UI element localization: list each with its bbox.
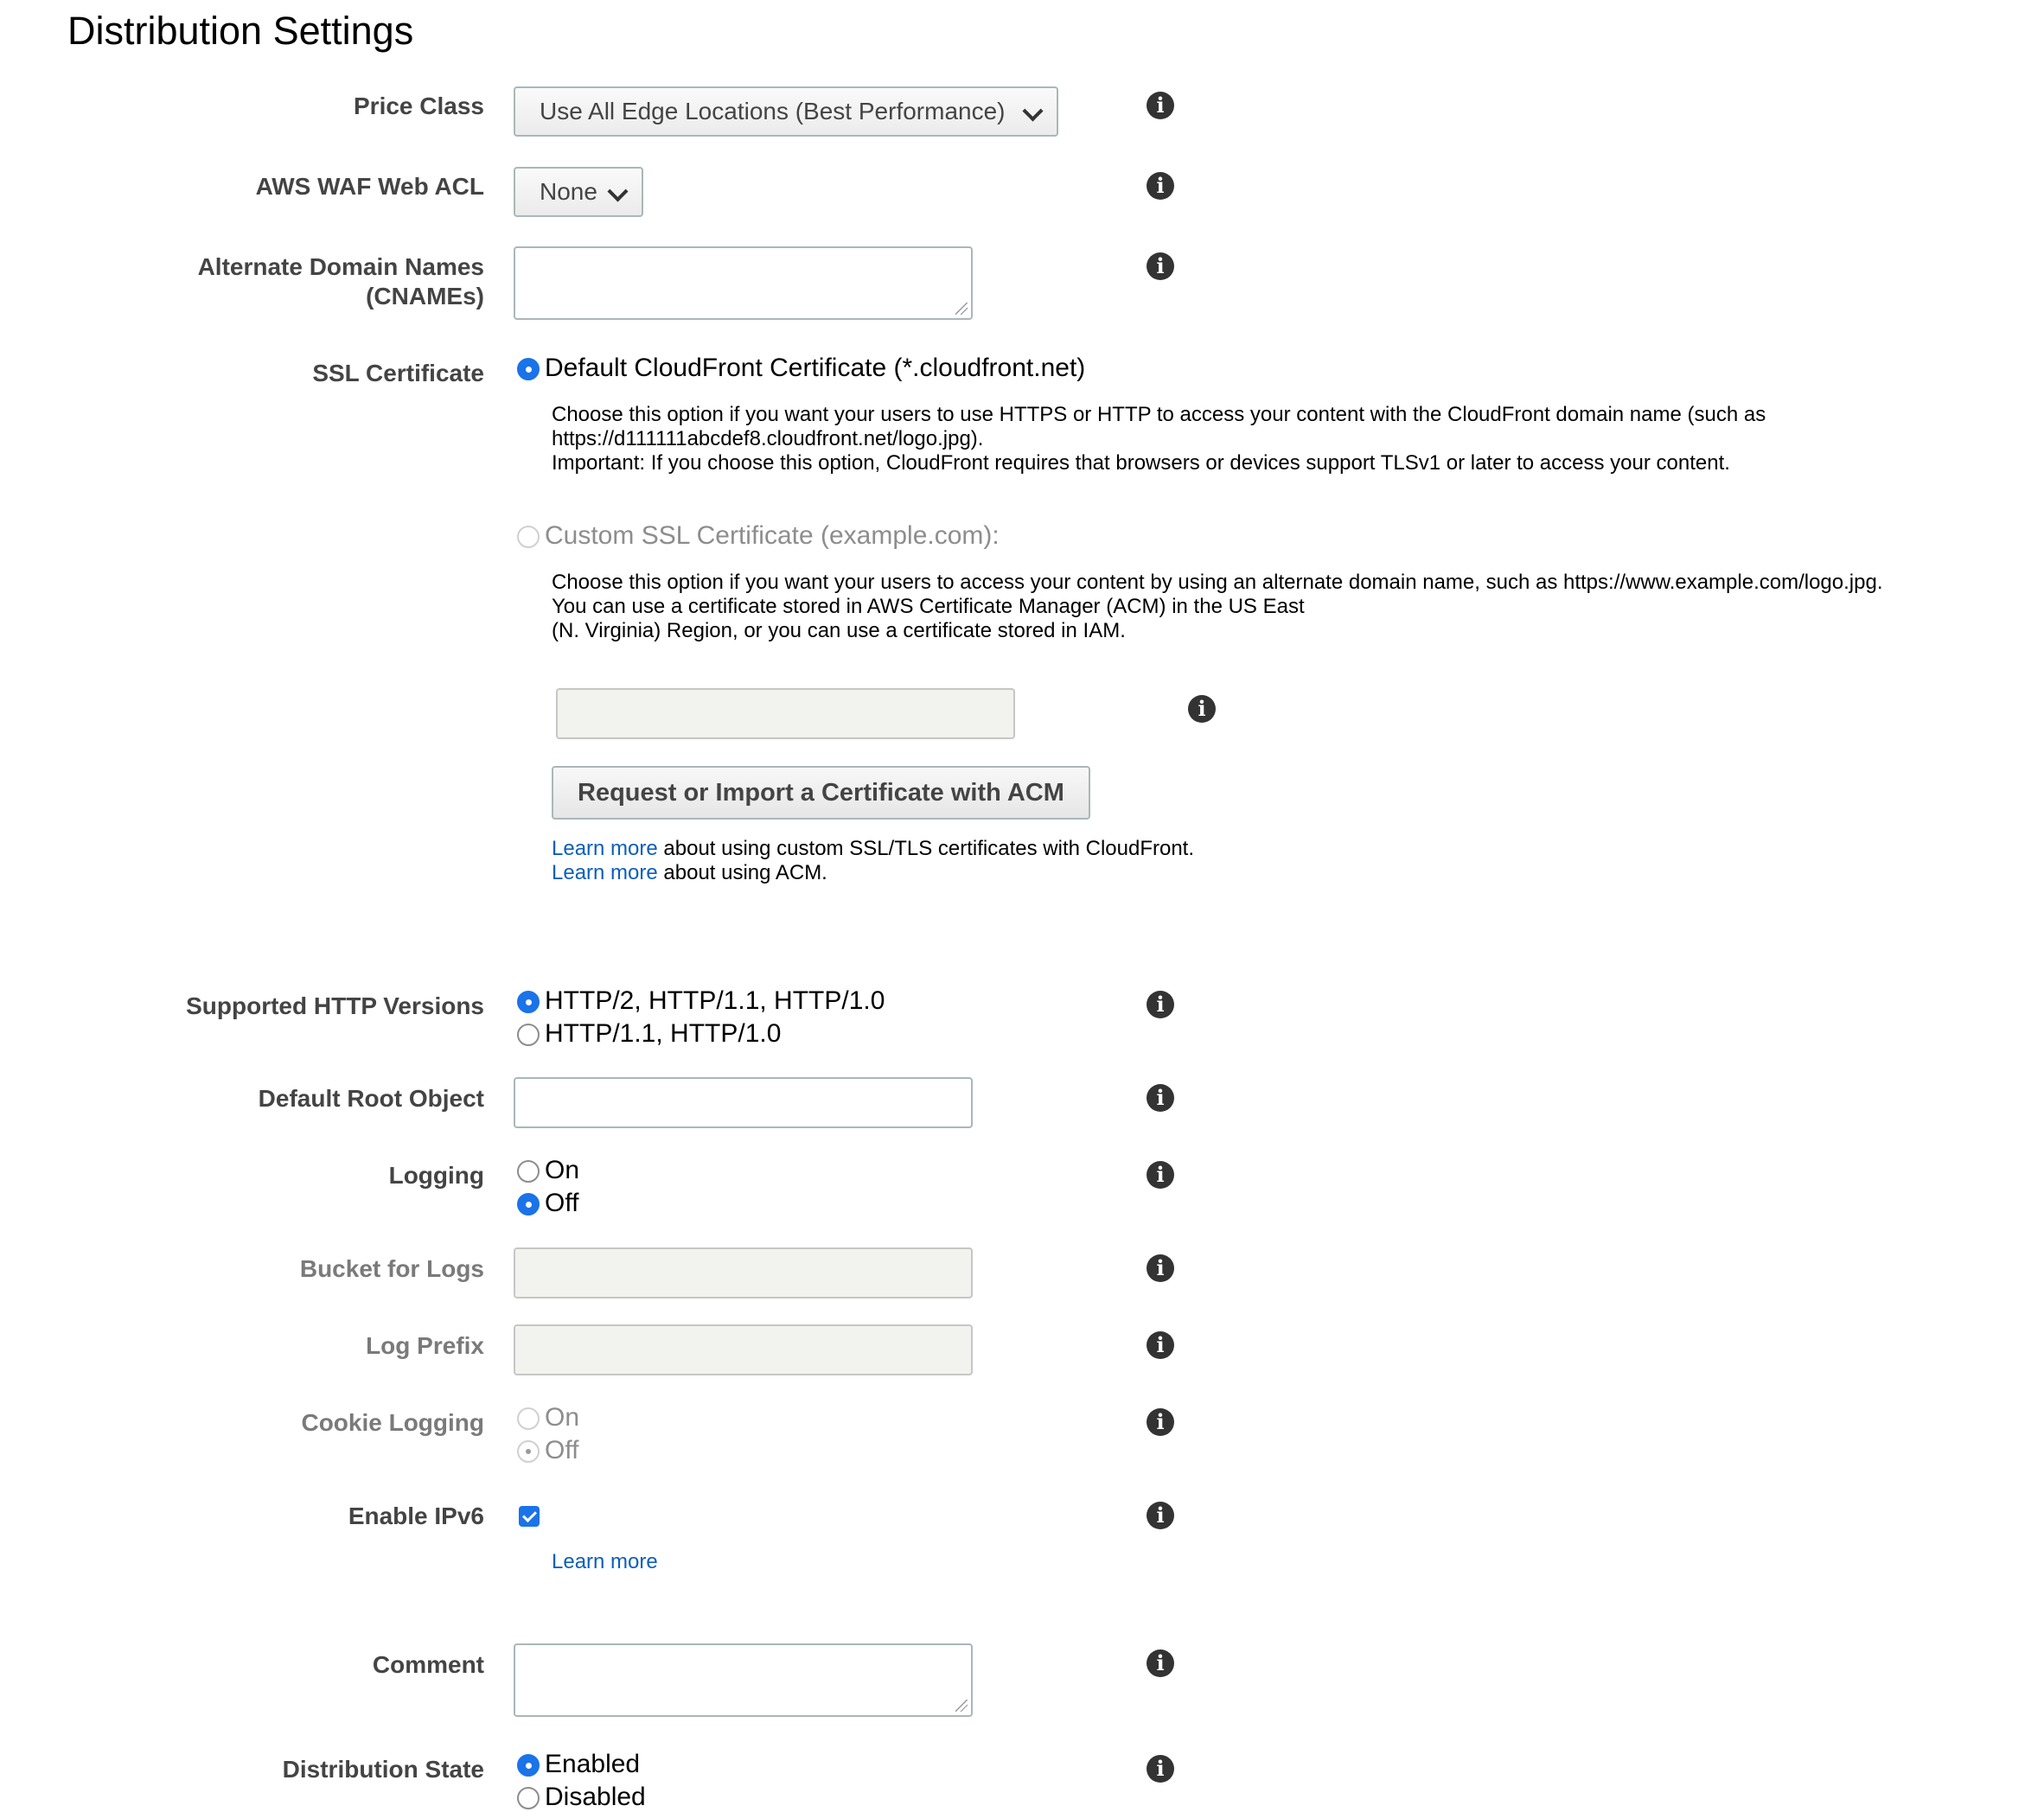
state-enabled-option[interactable]: Enabled — [545, 1750, 641, 1778]
cnames-label-line2: (CNAMEs) — [366, 283, 484, 309]
ssl-default-desc: Important: If you choose this option, CloudFront requires that browsers or devices support TLSv1 or later to access your content. — [552, 451, 1730, 475]
ssl-label: SSL Certificate — [312, 360, 484, 386]
ipv6-checkbox[interactable] — [519, 1506, 540, 1527]
ssl-custom-desc: You can use a certificate stored in AWS Certificate Manager (ACM) in the US East — [552, 595, 1305, 618]
certificate-input[interactable] — [556, 688, 1015, 739]
root-object-input[interactable] — [514, 1077, 973, 1128]
chevron-down-icon — [1022, 100, 1043, 121]
learn-more-link[interactable]: Learn more — [552, 861, 658, 884]
ssl-default-desc: https://d111111abcdef8.cloudfront.net/logo.jpg). — [552, 427, 984, 450]
info-icon[interactable]: i — [1147, 172, 1174, 200]
info-icon[interactable]: i — [1147, 1331, 1174, 1359]
resize-grip-icon[interactable] — [955, 1700, 968, 1712]
ssl-custom-radio[interactable] — [517, 526, 540, 548]
learn-more-acm: Learn more about using ACM. — [552, 861, 827, 884]
ssl-default-option[interactable]: Default CloudFront Certificate (*.cloudfront.net) — [545, 354, 1086, 382]
state-enabled-radio[interactable] — [517, 1754, 540, 1777]
bucket-input[interactable] — [514, 1247, 973, 1298]
cnames-label-line1: Alternate Domain Names — [197, 253, 484, 280]
state-disabled-option[interactable]: Disabled — [545, 1783, 646, 1811]
info-icon[interactable]: i — [1188, 695, 1216, 723]
info-icon[interactable]: i — [1147, 1161, 1174, 1189]
logging-on-radio[interactable] — [517, 1160, 540, 1183]
ssl-custom-option[interactable]: Custom SSL Certificate (example.com): — [545, 521, 1000, 550]
waf-select[interactable] — [514, 167, 643, 217]
price-class-value: Use All Edge Locations (Best Performance) — [540, 98, 1006, 124]
http11-option[interactable]: HTTP/1.1, HTTP/1.0 — [545, 1019, 782, 1048]
info-icon[interactable]: i — [1147, 1649, 1174, 1677]
cookie-off-option[interactable]: Off — [545, 1436, 579, 1464]
http11-radio[interactable] — [517, 1024, 540, 1046]
logging-off-radio[interactable] — [517, 1193, 540, 1215]
info-icon[interactable]: i — [1147, 1408, 1174, 1436]
state-disabled-radio[interactable] — [517, 1787, 540, 1809]
info-icon[interactable]: i — [1147, 1254, 1174, 1282]
resize-grip-icon[interactable] — [955, 303, 968, 315]
logging-on-option[interactable]: On — [545, 1156, 580, 1184]
ssl-default-radio[interactable] — [517, 358, 540, 380]
logging-label: Logging — [388, 1162, 484, 1189]
waf-value: None — [540, 178, 597, 205]
ssl-custom-desc: Choose this option if you want your users to access your content by using an alternate domain name, such as https://www.example.com/logo.jpg. — [552, 571, 1883, 594]
bucket-label: Bucket for Logs — [299, 1255, 484, 1282]
ssl-default-desc: Choose this option if you want your users to use HTTPS or HTTP to access your content with the CloudFront domain name (such as — [552, 403, 1766, 426]
info-icon[interactable]: i — [1147, 1084, 1174, 1112]
cookie-on-radio[interactable] — [517, 1407, 540, 1430]
logging-off-option[interactable]: Off — [545, 1189, 579, 1217]
http-versions-label: Supported HTTP Versions — [186, 992, 484, 1019]
acm-button[interactable]: Request or Import a Certificate with ACM — [552, 766, 1090, 820]
ipv6-label: Enable IPv6 — [348, 1503, 484, 1529]
http2-radio[interactable] — [517, 991, 540, 1013]
cookie-off-radio[interactable] — [517, 1440, 540, 1463]
learn-more-ssl: Learn more about using custom SSL/TLS certificates with CloudFront. — [552, 837, 1195, 860]
info-icon[interactable]: i — [1147, 252, 1174, 280]
cookie-logging-label: Cookie Logging — [301, 1409, 484, 1436]
state-label: Distribution State — [282, 1756, 484, 1783]
ssl-custom-desc: (N. Virginia) Region, or you can use a certificate stored in IAM. — [552, 619, 1126, 642]
cookie-on-option[interactable]: On — [545, 1403, 580, 1432]
info-icon[interactable]: i — [1147, 1755, 1174, 1783]
price-class-select[interactable] — [514, 86, 1058, 137]
waf-label: AWS WAF Web ACL — [255, 173, 484, 200]
log-prefix-label: Log Prefix — [366, 1332, 484, 1359]
learn-more-link[interactable]: Learn more — [552, 837, 658, 860]
ipv6-learn-more-link[interactable]: Learn more — [552, 1550, 658, 1573]
comment-textarea[interactable] — [514, 1643, 973, 1717]
http2-option[interactable]: HTTP/2, HTTP/1.1, HTTP/1.0 — [545, 986, 885, 1015]
root-object-label: Default Root Object — [258, 1085, 484, 1112]
chevron-down-icon — [607, 181, 628, 201]
price-class-label: Price Class — [354, 93, 484, 119]
info-icon[interactable]: i — [1147, 991, 1174, 1018]
log-prefix-input[interactable] — [514, 1324, 973, 1375]
info-icon[interactable]: i — [1147, 92, 1174, 119]
comment-label: Comment — [372, 1651, 484, 1678]
page-title: Distribution Settings — [67, 9, 414, 53]
cnames-textarea[interactable] — [514, 246, 973, 320]
info-icon[interactable]: i — [1147, 1502, 1174, 1529]
